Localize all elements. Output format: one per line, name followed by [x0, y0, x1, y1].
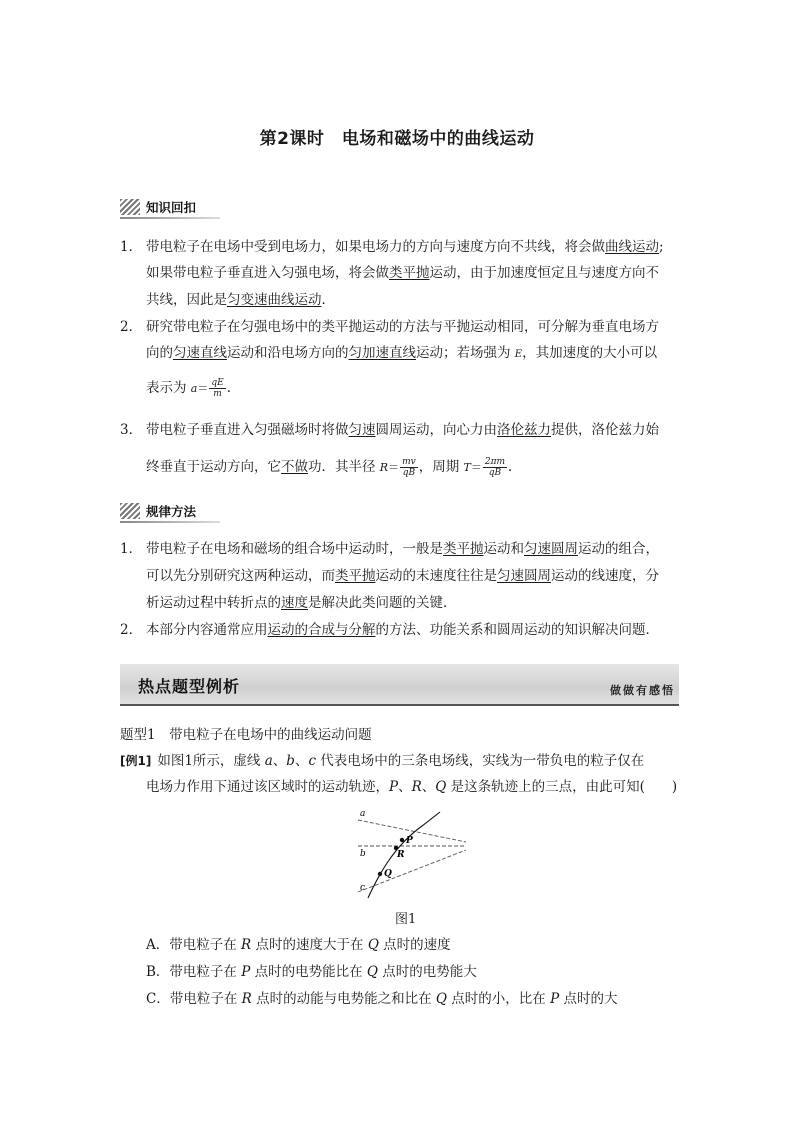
- methods-item-1-line-3: [146, 594, 457, 612]
- math-op: ＝: [197, 382, 209, 395]
- option-c[interactable]: [146, 990, 617, 1008]
- label-c: c: [360, 883, 366, 893]
- answer-underline: 匀加速直线: [348, 345, 416, 361]
- text: 运动的线速度，分: [551, 568, 659, 584]
- text: C．带电粒子在: [146, 991, 242, 1007]
- math-var: P: [550, 991, 560, 1007]
- text: 带电粒子垂直进入匀强磁场时将做: [146, 422, 349, 438]
- text: ．: [226, 380, 241, 396]
- text: 提供，洛伦兹力始: [551, 422, 659, 438]
- section-rule: [120, 521, 220, 523]
- math-var: E: [514, 349, 523, 360]
- math-var: Q: [367, 937, 379, 953]
- fraction-2pim-over-qB: [483, 457, 507, 478]
- numerator: mv: [402, 457, 416, 467]
- label-P: P: [406, 836, 413, 846]
- denominator: m: [213, 389, 222, 399]
- problem-type-label: 题型1 带电粒子在电场中的曲线运动问题: [120, 727, 372, 743]
- text: ，周期: [418, 459, 464, 475]
- answer-underline: 匀速圆周: [524, 541, 578, 557]
- section-heading-methods: [120, 502, 196, 520]
- section-rule: [120, 217, 220, 219]
- label-a: a: [360, 809, 366, 819]
- answer-underline: 类平抛: [443, 541, 484, 557]
- answer-underline: 匀速圆周: [497, 568, 551, 584]
- text: 如图1所示，虚线: [157, 753, 265, 769]
- text: 运动的组合，: [578, 541, 659, 557]
- section-heading-text: 知识回扣: [146, 200, 197, 215]
- text: 、: [421, 779, 436, 795]
- text: 带电粒子在电场中受到电场力，如果电场力的方向与速度方向不共线，将会做: [146, 239, 605, 255]
- answer-underline: 类平抛: [335, 568, 376, 584]
- math-var: a: [190, 382, 198, 395]
- answer-underline: 洛伦兹力: [497, 422, 551, 438]
- text: 功．其半径: [308, 459, 380, 475]
- answer-underline: 匀速直线: [173, 345, 227, 361]
- numerator: qE: [211, 378, 224, 388]
- math-var: R: [241, 991, 252, 1007]
- review-item-3-line-1: [120, 421, 659, 439]
- figure-field-lines: [350, 806, 470, 900]
- text: 终垂直于运动方向，它: [146, 459, 281, 475]
- example-line-2: [146, 778, 677, 796]
- hot-topics-banner: [120, 664, 679, 706]
- math-var: P: [389, 779, 399, 795]
- text: 是解决此类问题的关键．: [308, 595, 457, 611]
- text: 本部分内容通常应用: [146, 622, 268, 638]
- fraction-qE-over-m: [209, 378, 225, 399]
- banner-tagline: 做做有感悟: [610, 684, 675, 697]
- item-number: 1．: [120, 239, 143, 255]
- math-var: Q: [435, 991, 447, 1007]
- item-number: 3．: [120, 422, 143, 438]
- review-item-1-line-3: [146, 291, 335, 309]
- answer-underline: 运动的合成与分解: [267, 622, 376, 638]
- denominator: qB: [488, 468, 502, 478]
- review-item-3-line-2: [146, 457, 522, 478]
- text: ，其加速度的大小可以: [522, 345, 658, 361]
- math-var: b: [286, 753, 295, 769]
- answer-underline: 曲线运动: [605, 239, 659, 255]
- item-number: 1．: [120, 541, 143, 557]
- banner-heading: 热点题型例析: [138, 677, 241, 696]
- text: 点时的电势能比在: [250, 964, 367, 980]
- text: 圆周运动，向心力由: [375, 422, 497, 438]
- answer-underline: 匀速: [348, 422, 376, 438]
- text: 共线，因此是: [146, 292, 227, 308]
- section-heading-text: 规律方法: [146, 504, 197, 519]
- answer-underline: 匀变速曲线运动: [227, 292, 322, 308]
- review-item-2-line-3: [146, 378, 240, 399]
- math-var: T: [463, 461, 471, 474]
- text: 运动的末速度往往是: [375, 568, 497, 584]
- page-title: 第2课时 电场和磁场中的曲线运动: [259, 129, 535, 149]
- text: 研究带电粒子在匀强电场中的类平抛运动的方法与平抛运动相同，可分解为垂直电场方: [146, 319, 659, 335]
- text: ;: [659, 239, 664, 255]
- review-item-1-line-2: [146, 264, 659, 282]
- point-P-dot: [400, 838, 404, 842]
- point-Q-dot: [378, 872, 382, 876]
- text: 点时的大: [559, 991, 618, 1007]
- text: B．带电粒子在: [146, 964, 242, 980]
- section-marker-icon: [120, 503, 140, 519]
- label-b: b: [360, 849, 366, 859]
- answer-underline: 速度: [281, 595, 308, 611]
- option-a[interactable]: [146, 936, 451, 954]
- math-var: R: [241, 937, 252, 953]
- review-item-1-line-1: [120, 238, 664, 256]
- numerator: 2πm: [484, 457, 506, 467]
- section-heading-review: [120, 198, 196, 216]
- math-var: c: [308, 753, 316, 769]
- methods-item-1-line-2: [146, 567, 659, 585]
- example-line-1: [120, 752, 644, 770]
- text: 、: [398, 779, 412, 795]
- text: 是这条轨迹上的三点，由此可知( ): [446, 779, 678, 795]
- text: 带电粒子在电场和磁场的组合场中运动时，一般是: [146, 541, 443, 557]
- text: 点时的小，比在: [446, 991, 551, 1007]
- text: 点时的动能与电势能之和比在: [251, 991, 436, 1007]
- text: 代表电场中的三条电场线，实线为一带负电的粒子仅在: [316, 753, 645, 769]
- methods-item-2-line-1: [120, 621, 659, 639]
- text: 、: [272, 753, 287, 769]
- review-item-2-line-1: [120, 318, 659, 336]
- text: 电场力作用下通过该区域时的运动轨迹，: [146, 779, 389, 795]
- text: 运动和沿电场方向的: [227, 345, 349, 361]
- text: ．: [508, 459, 522, 475]
- text: A．带电粒子在: [146, 937, 242, 953]
- text: 运动；若场强为: [416, 345, 515, 361]
- text: 向的: [146, 345, 173, 361]
- text: 运动，由于加速度恒定且与速度方向不: [429, 265, 659, 281]
- math-op: ＝: [388, 461, 400, 474]
- math-var: R: [411, 779, 422, 795]
- math-op: ＝: [470, 461, 482, 474]
- text: 运动和: [483, 541, 524, 557]
- item-number: 2．: [120, 622, 143, 638]
- text: 表示为: [146, 380, 191, 396]
- denominator: qB: [402, 468, 416, 478]
- option-b[interactable]: [146, 963, 477, 981]
- review-item-2-line-2: [146, 344, 657, 364]
- math-var: Q: [435, 779, 447, 795]
- text: ．: [321, 292, 335, 308]
- text: 点时的速度大于在: [251, 937, 368, 953]
- label-R: R: [397, 850, 405, 860]
- math-var: R: [379, 461, 389, 474]
- text: 点时的速度: [378, 937, 451, 953]
- text: 、: [294, 753, 309, 769]
- text: 析运动过程中转折点的: [146, 595, 281, 611]
- math-var: P: [241, 964, 251, 980]
- section-marker-icon: [120, 199, 140, 215]
- answer-underline: 不做: [281, 459, 308, 475]
- text: 如果带电粒子垂直进入匀强电场，将会做: [146, 265, 389, 281]
- methods-item-1-line-1: [120, 540, 659, 558]
- math-var: a: [264, 753, 273, 769]
- answer-underline: 类平抛: [389, 265, 430, 281]
- figure-caption: 图1: [395, 912, 417, 927]
- fraction-mv-over-qB: [400, 457, 418, 478]
- item-number: 2．: [120, 319, 143, 335]
- example-tag: [例1]: [120, 754, 152, 768]
- label-Q: Q: [384, 869, 392, 879]
- text: 的方法、功能关系和圆周运动的知识解决问题．: [375, 622, 659, 638]
- text: 点时的电势能大: [377, 964, 477, 980]
- math-var: Q: [366, 964, 378, 980]
- text: 可以先分别研究这两种运动，而: [146, 568, 335, 584]
